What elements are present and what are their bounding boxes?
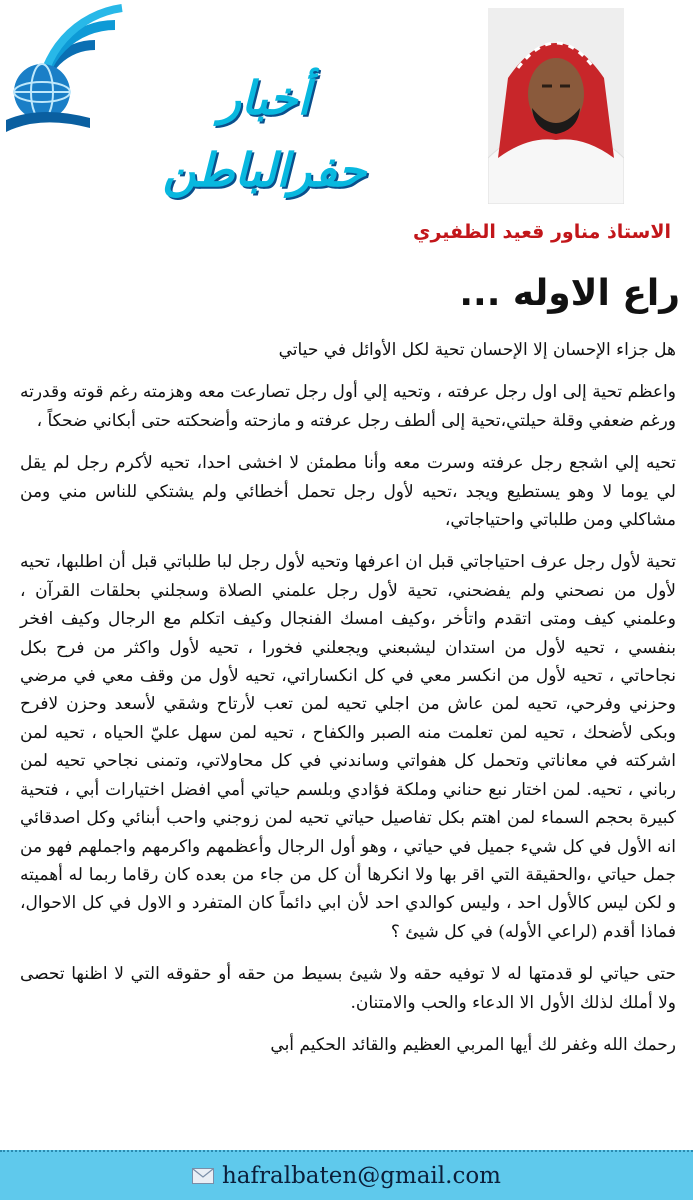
logo-text: أخبار حفرالباطن [162, 71, 367, 197]
signal-globe-icon [0, 0, 125, 140]
article-paragraph: هل جزاء الإحسان إلا الإحسان تحية لكل الأوائل في حياتي [278, 340, 676, 360]
article-paragraph: واعظم تحية إلى اول رجل عرفته ، وتحيه إلي أول رجل تصارعت معه وهزمته رغم قوته وقدرته ورغم ضعفي وقلة حيلتي،تحية إلى ألطف رجل عرفته و مازحته وأضحكته حتى أبكاني ضحكاً ، [20, 382, 676, 431]
article-paragraph: تحيه إلي اشجع رجل عرفته وسرت معه وأنا مطمئن لا اخشى احدا، تحيه لأكرم رجل لم يقل لي يوما لا وهو يستطيع ويجد ،تحيه لأول رجل تحمل أخطائي ولم يشتكي للناس مني ومن مشاكلي ومن طلباتي واحتياجاتي، [20, 453, 676, 531]
article-paragraph: رحمك الله وغفر لك أيها المربي العظيم والقائد الحكيم أبي [270, 1034, 676, 1055]
article-paragraph: تحية لأول رجل عرف احتياجاتي قبل ان اعرفها وتحيه لأول رجل لبا طلباتي قبل أن اطلبها، تحيه لأول من نصحني ولم يفضحني، تحية لأول رجل علمني الصلاة وسجلني بحلقات القرآن ، وعلمني كيف ومتى اتقدم واتأخر ،وكيف امسك الفنجال وكيف اتكلم مع الرجال وكيف افخر بنفسي ، تحيه لأول من استدان ليشبعني ويجعلني فخورا ، تحيه لأول واكثر من فرح بكل نجاحاتي ، تحيه لأول من انكسر معي في كل انكساراتي، تحيه لأول من وقف معي في مرضي وحزني وفرحي، تحيه لمن عاش من اجلي تحيه لمن تعب لأرتاح وشقي لأسعد وحزن لافرح وبكى لأضحك ، تحيه لمن تعلمت منه الصبر والكفاح ، تحيه لمن سهل عليّ الحياه ، تحيه لمن اشركته في معاناتي وتحمل كل هفواتي وساندني في كل محاولاتي، وتمنى نجاحي تحيه لمن رباني ، تحيه. لمن اختار نبع حناني وملكة فؤادي وبلسم حياتي أمي افضل اختيارات أبي ، فتحية كبيرة بحجم السماء لمن اهتم بكل تفاصيل حياتي تحيه لمن زوجني واحب أبنائي وكل اصدقائي انه الأول في كل شيء جميل في حياتي ، وهو أول الرجال وأعظمهم واكرمهم واجملهم فهو من جمل حياتي ،والحقيقة التي اقر بها ولا انكرها أن كل من جاء من بعده كان رقاما ربما له أهميته و لكن ليس كالأول احد ، وليس كوالدي احد لأن ابي دائماً كان المتفرد و الاول في كل الاحوال، فماذا أقدم (لراعي الأوله) في كل شيئ ؟ [20, 552, 676, 942]
article-body [20, 336, 676, 1073]
contact-email-link[interactable]: hafralbaten@gmail.com [221, 1163, 501, 1189]
author-name: الاستاذ مناور قعيد الظفيري [413, 221, 671, 243]
mail-icon [192, 1168, 214, 1184]
article-paragraph: حتى حياتي لو قدمتها له لا توفيه حقه ولا شيئ بسيط من حقه أو حقوقه التي لا اظنها تحصى ولا أملك لذلك الأول الا الدعاء والحب والامتنان. [20, 964, 676, 1013]
page-footer [0, 1150, 693, 1200]
site-logo[interactable] [0, 0, 420, 197]
page-header [0, 0, 693, 314]
author-photo [488, 8, 624, 204]
article-title: راع الاوله ... [459, 273, 680, 314]
